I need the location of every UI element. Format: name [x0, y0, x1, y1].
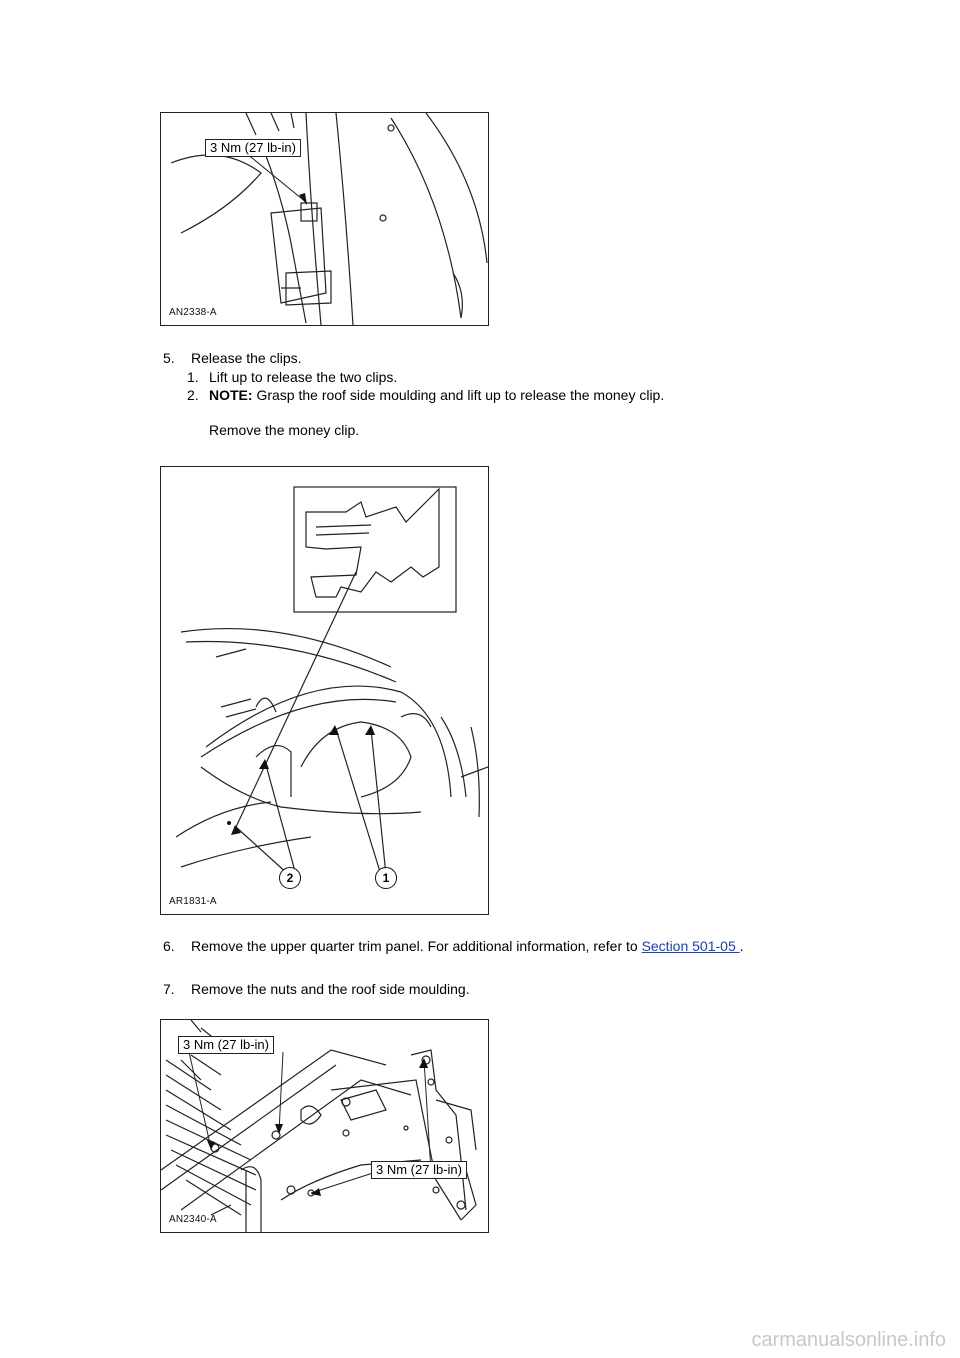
substep-text: Lift up to release the two clips.	[209, 369, 398, 385]
substep-number: 2.	[187, 387, 199, 403]
substep-number: 1.	[187, 369, 199, 385]
torque-callout-bottom: 3 Nm (27 lb-in)	[371, 1161, 467, 1179]
step-5-sub-1	[187, 368, 397, 386]
step-5-sub-2	[187, 386, 664, 404]
step-number: 6.	[163, 938, 175, 954]
step-number: 7.	[163, 981, 175, 997]
step-text: Remove the upper quarter trim panel. For additional information, refer to	[191, 938, 642, 954]
step-number: 5.	[163, 350, 175, 366]
section-link[interactable]: Section 501-05	[641, 938, 740, 954]
watermark-footer: carmanualsonline.info	[751, 1329, 946, 1351]
torque-callout: 3 Nm (27 lb-in)	[205, 139, 301, 157]
figure-an2340	[160, 1019, 489, 1233]
figure-id: AN2338-A	[169, 307, 217, 318]
figure-ar1831-illustration	[161, 467, 488, 914]
step-5-sub-2-text: Remove the money clip.	[209, 422, 360, 438]
step-text: Remove the nuts and the roof side moulding.	[191, 981, 470, 997]
callout-label-2: 2	[279, 867, 301, 889]
step-6	[163, 937, 744, 955]
step-text-end: .	[739, 938, 744, 954]
step-7	[163, 980, 470, 998]
torque-callout-top: 3 Nm (27 lb-in)	[178, 1036, 274, 1054]
note-label: NOTE:	[209, 387, 253, 403]
figure-ar1831	[160, 466, 489, 915]
callout-label-1: 1	[375, 867, 397, 889]
note-text: Grasp the roof side moulding and lift up to release the money clip.	[252, 387, 665, 403]
step-text: Release the clips.	[191, 350, 302, 366]
figure-id: AR1831-A	[169, 896, 217, 907]
figure-an2338	[160, 112, 489, 326]
figure-id: AN2340-A	[169, 1214, 217, 1225]
step-5	[163, 349, 302, 367]
